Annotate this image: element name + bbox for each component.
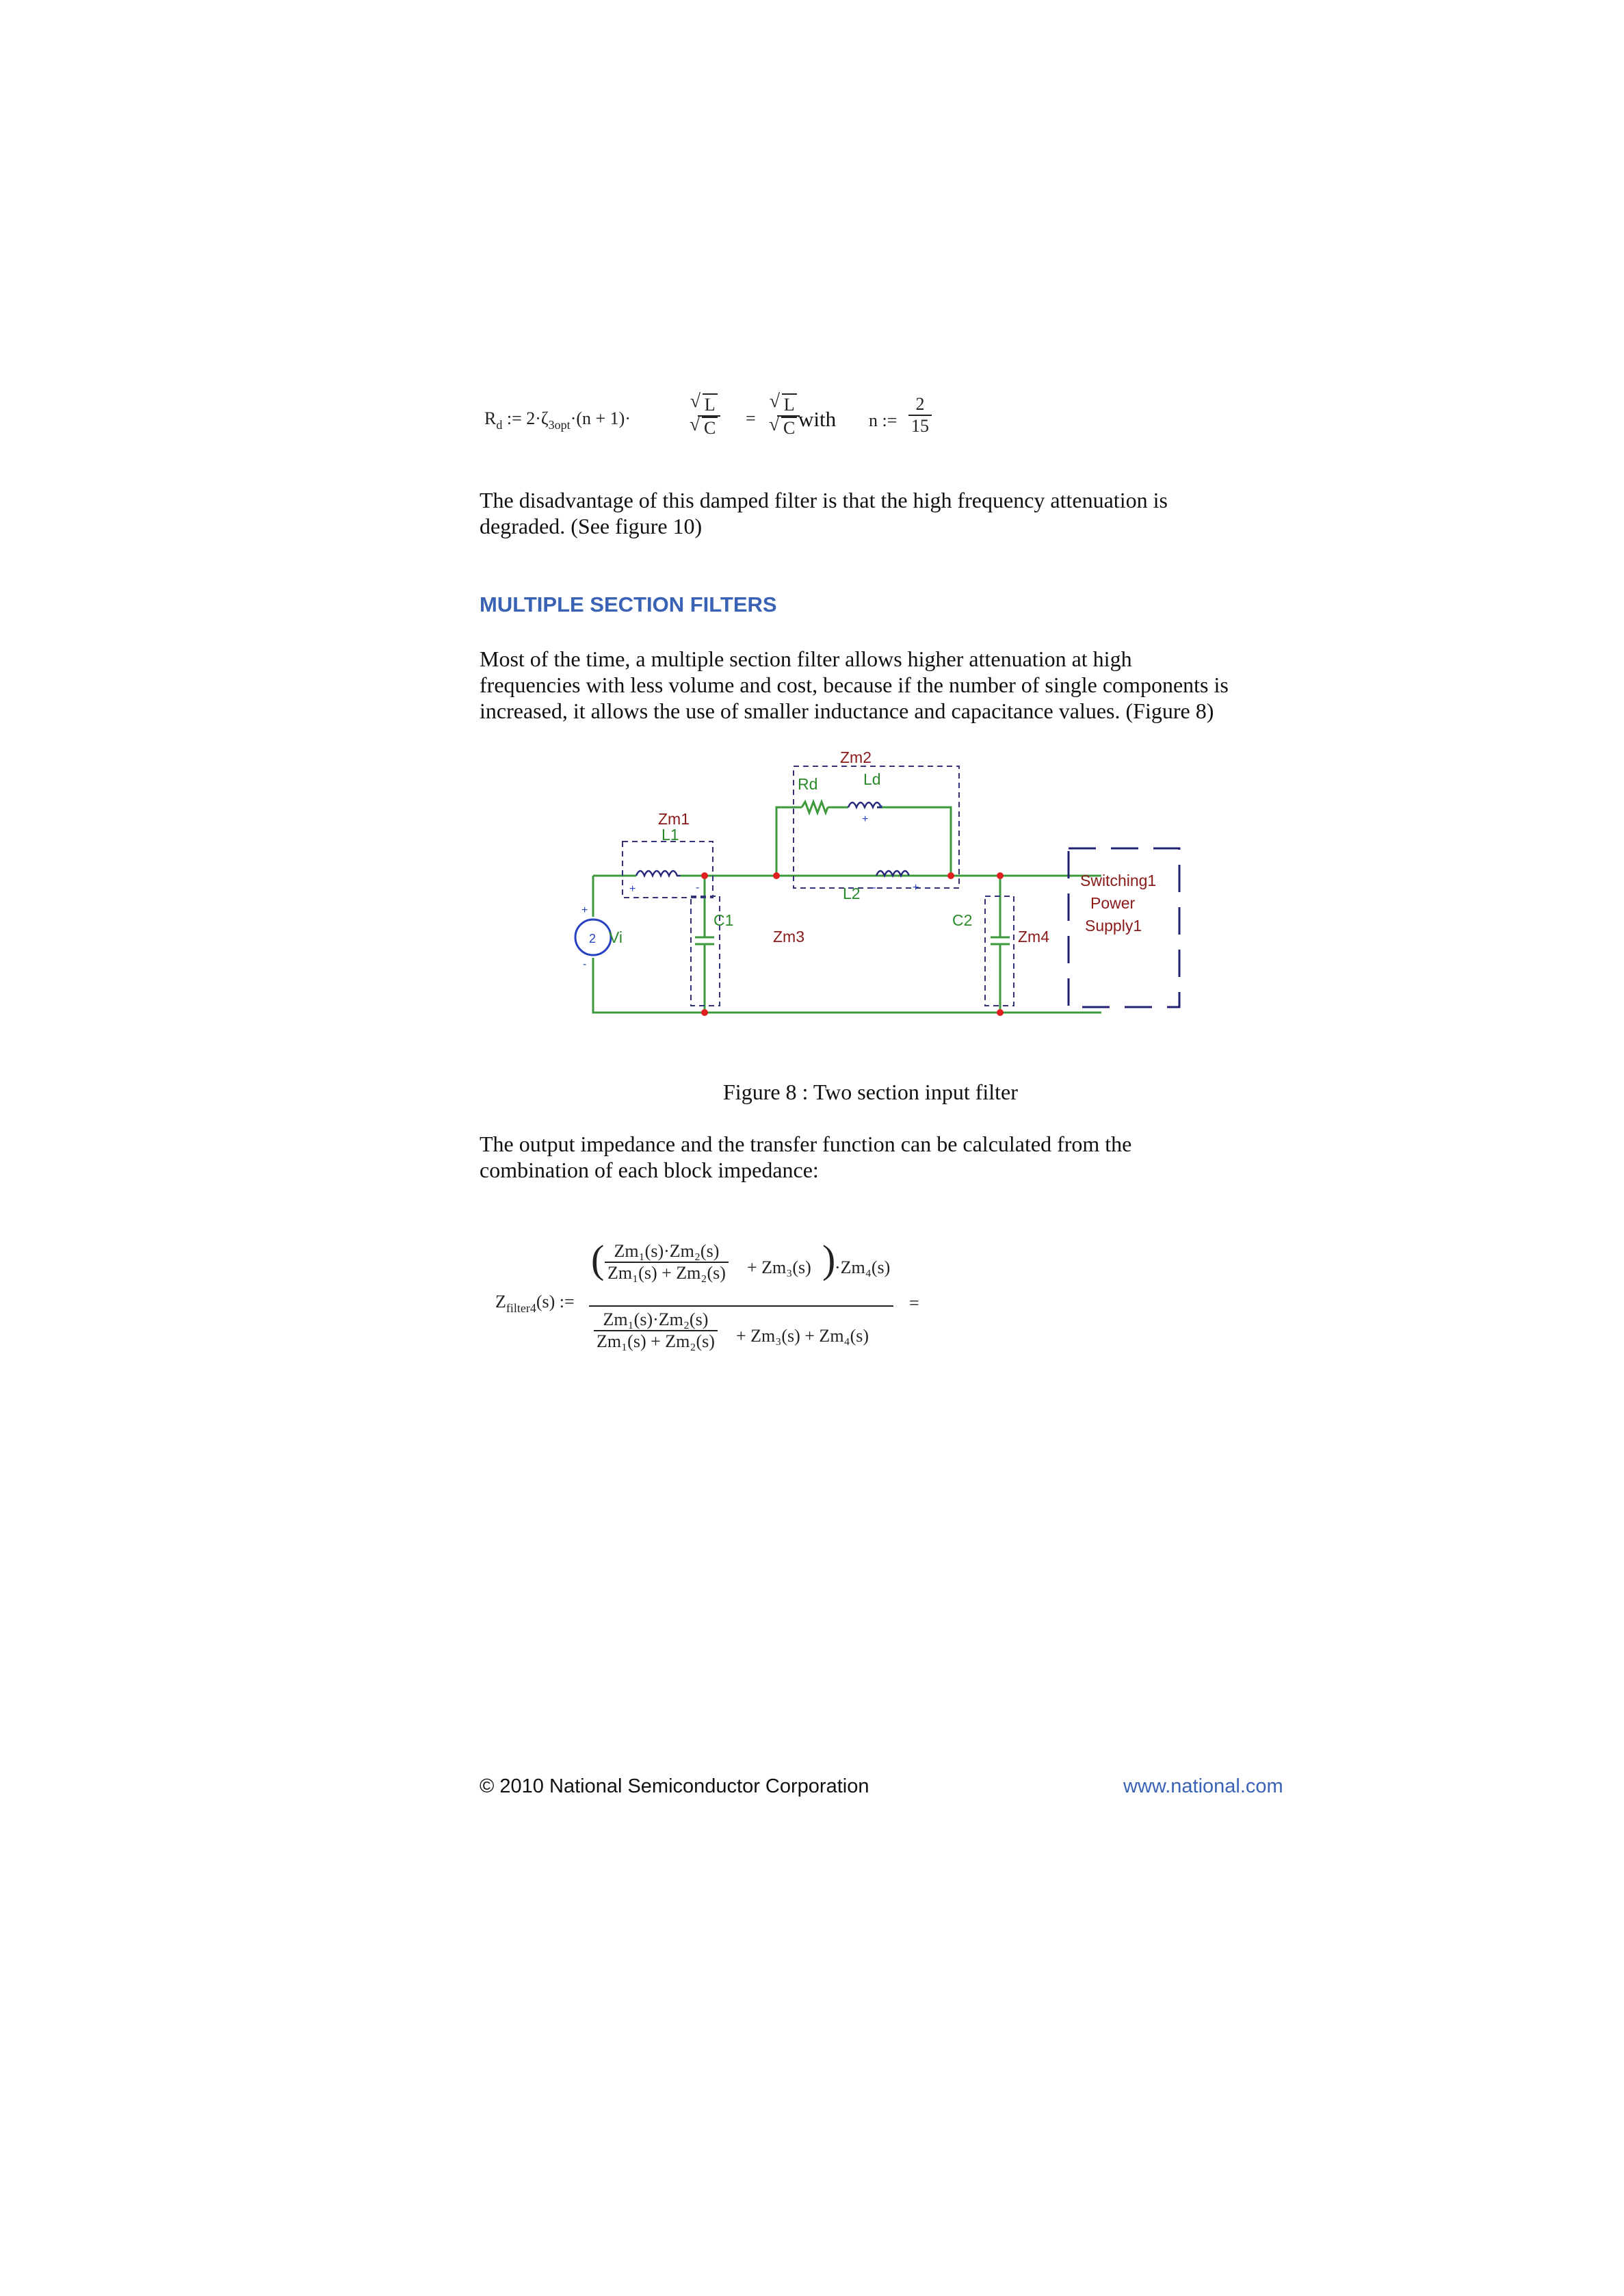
filter-impedance-equation <box>495 1237 933 1374</box>
paragraph-line: The output impedance and the transfer function can be calculated from the <box>480 1132 1132 1156</box>
left-paren: ( <box>591 1237 605 1281</box>
c2-label: C2 <box>952 911 973 929</box>
n-assign: n := <box>869 410 898 430</box>
equals-sign: = <box>746 408 756 428</box>
assign-operator: := <box>506 408 522 428</box>
section-heading: MULTIPLE SECTION FILTERS <box>480 592 777 616</box>
paragraph-damped-filter <box>480 487 1300 539</box>
n-numerator: 2 <box>915 394 925 414</box>
sqrt-l-1: √ L <box>703 393 718 415</box>
bottom-tail: + Zm₃(s) + Zm₄(s) <box>736 1326 869 1346</box>
paragraph-line: frequencies with less volume and cost, because if the number of single components is <box>480 673 1229 697</box>
sqrt-l-2: √ L <box>782 393 797 415</box>
z-argument: (s) := <box>536 1292 575 1312</box>
sqrt-fraction-1 <box>698 393 720 439</box>
ld-label: Ld <box>863 770 881 788</box>
source-minus: - <box>583 958 587 970</box>
l2-minus: - <box>872 882 876 893</box>
equals-sign-2: = <box>909 1293 919 1313</box>
l1-minus: - <box>696 882 700 893</box>
two-section-filter-schematic <box>561 746 1211 1047</box>
paragraph-line: combination of each block impedance: <box>480 1158 819 1182</box>
paragraph-impedance <box>480 1131 1300 1183</box>
sqrt-fraction-2 <box>777 393 800 439</box>
bottom-inner-fraction <box>594 1309 718 1352</box>
l1-label: L1 <box>662 826 679 844</box>
zeta-coefficient: 2·ζ <box>526 408 549 428</box>
zm2-label: Zm2 <box>840 748 872 766</box>
vi-label: Vi <box>609 928 623 946</box>
source-value: 2 <box>589 932 597 945</box>
copyright-footer: © 2010 National Semiconductor Corporation <box>480 1775 869 1797</box>
zm1-label: Zm1 <box>658 810 690 828</box>
paragraph-line: degraded. (See figure 10) <box>480 514 703 538</box>
times-zm4: ·Zm₄(s) <box>835 1257 891 1277</box>
load-label-line3: Supply1 <box>1085 917 1142 935</box>
paragraph-line: The disadvantage of this damped filter is that the high frequency attenuation is <box>480 488 1168 512</box>
rd-label: Rd <box>798 775 818 793</box>
bottom-inner-numerator: Zm₁(s)·Zm₂(s) <box>603 1309 709 1329</box>
with-label: with <box>798 407 837 431</box>
top-inner-fraction <box>605 1241 729 1283</box>
bottom-inner-denominator: Zm₁(s) + Zm₂(s) <box>594 1330 718 1352</box>
damping-resistor-equation <box>484 393 936 448</box>
n-denominator: 15 <box>908 415 932 436</box>
plus-zm3-top: + Zm₃(s) <box>747 1257 811 1277</box>
l2-plus: + <box>913 882 919 893</box>
c1-label: C1 <box>713 911 734 929</box>
paragraph-line: increased, it allows the use of smaller inductance and capacitance values. (Figure 8) <box>480 699 1214 723</box>
n-factor: ·(n + 1)· <box>570 408 631 428</box>
load-label-line2: Power <box>1090 894 1136 912</box>
paragraph-line: Most of the time, a multiple section filter allows higher attenuation at high <box>480 647 1132 671</box>
top-inner-denominator: Zm₁(s) + Zm₂(s) <box>605 1262 729 1283</box>
main-fraction-bar <box>589 1305 893 1307</box>
rd-symbol: R <box>484 408 497 428</box>
zm4-label: Zm4 <box>1018 928 1049 945</box>
ld-minus: - <box>879 800 883 811</box>
ld-plus: + <box>862 813 869 825</box>
paragraph-multiple-section <box>480 646 1335 724</box>
z-symbol: Z <box>495 1292 506 1312</box>
load-label-line1: Switching1 <box>1080 872 1157 889</box>
l2-label: L2 <box>843 885 861 902</box>
figure-caption: Figure 8 : Two section input filter <box>723 1080 1018 1104</box>
right-paren: ) <box>822 1237 836 1281</box>
sqrt-c-1: √ C <box>702 417 718 439</box>
sqrt-c-2: √ C <box>781 417 797 439</box>
impedance-blocks <box>623 766 1014 1006</box>
website-link[interactable]: www.national.com <box>1123 1775 1283 1797</box>
top-inner-numerator: Zm₁(s)·Zm₂(s) <box>614 1241 720 1261</box>
rd-subscript: d <box>496 418 503 432</box>
source-plus: + <box>581 904 588 916</box>
z-subscript: filter4 <box>506 1301 536 1315</box>
n-fraction <box>908 394 932 436</box>
zm3-label: Zm3 <box>773 928 804 945</box>
l1-plus: + <box>629 883 636 895</box>
zeta-subscript: 3opt <box>548 418 571 432</box>
